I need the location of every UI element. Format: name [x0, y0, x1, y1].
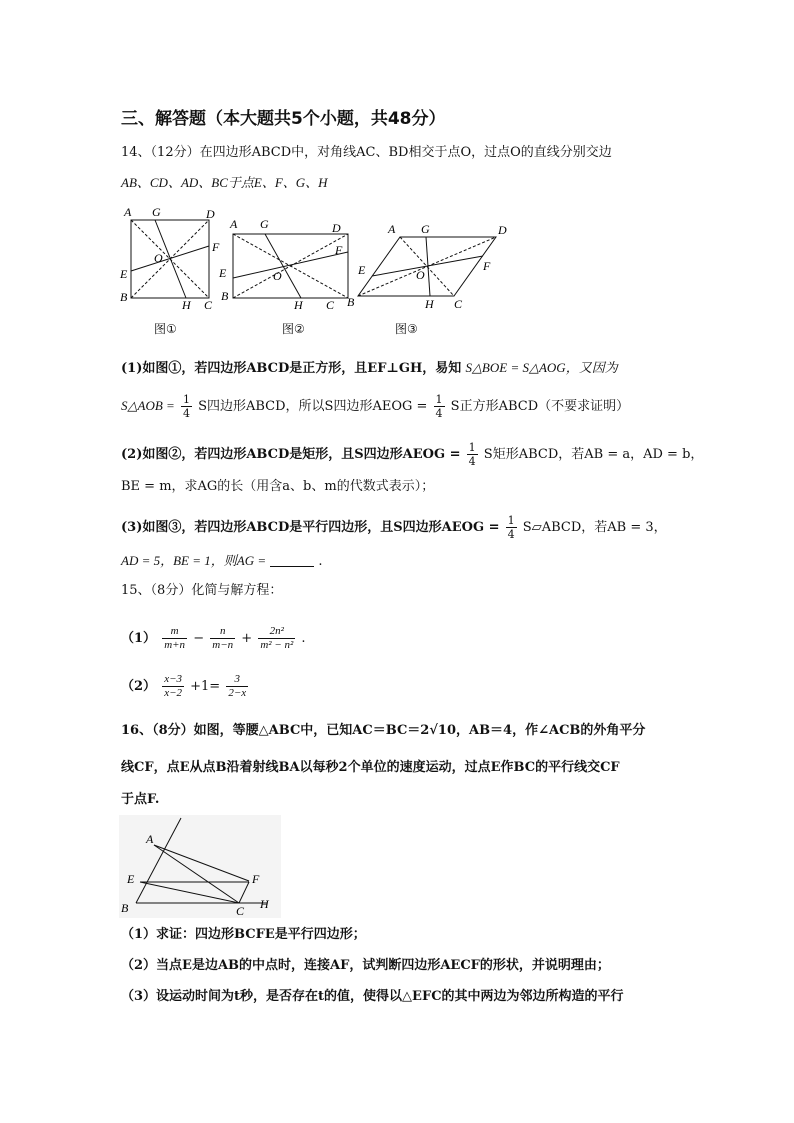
- fraction-one-quarter: [434, 393, 445, 420]
- fraction-numerator: 1: [182, 393, 190, 406]
- fig2-label-D: D: [332, 221, 341, 235]
- q16-line-2: 线CF，点E从点B沿着射线BA以每秒2个单位的速度运动，过点E作BC的平行线交CF: [121, 760, 620, 775]
- q14-caption-3: 图③: [395, 322, 418, 336]
- q16-part-2: （2）当点E是边AB的中点时，连接AF，试判断四边形AECF的形状，并说明理由；: [121, 958, 610, 973]
- fig3-label-F: F: [483, 259, 491, 273]
- q16-label-C: C: [236, 904, 245, 918]
- q14-part-2-line-2: BE = m，求AG的长（用含a、b、m的代数式表示）；: [121, 479, 435, 494]
- q15-p2-label: （2）: [121, 679, 157, 694]
- q14-p2-text-a2: S矩形ABCD，若AB = a，AD = b，: [483, 447, 704, 462]
- q14-p3-text-b: AD = 5，BE = 1，则AG =: [121, 553, 267, 568]
- fraction-one-quarter: [506, 514, 517, 541]
- fraction-numerator: 1: [468, 441, 476, 454]
- q14-part-3-line-1: [121, 514, 667, 541]
- q15-p2-fraction-1: [162, 673, 184, 700]
- fraction-denominator: x−2: [164, 687, 182, 699]
- fig3-label-C: C: [454, 297, 463, 311]
- fig3-label-O: O: [416, 268, 425, 282]
- q16-label-A: A: [146, 832, 154, 846]
- q14-p1-text-c2: S四边形ABCD，所以S四边形AEOG =: [198, 399, 428, 414]
- q15-p1-operator-2: +: [241, 631, 253, 646]
- fig3-label-G: G: [421, 222, 430, 236]
- fig3-label-D: D: [498, 223, 507, 237]
- fig2-label-A: A: [230, 217, 238, 231]
- fraction-denominator: m² − n²: [260, 639, 294, 651]
- fig1-label-A: A: [124, 205, 132, 219]
- fraction-numerator: 3: [226, 673, 248, 687]
- q15-title: 15、（8分）化简与解方程：: [121, 583, 283, 598]
- section-title: 三、解答题（本大题共5个小题，共48分）: [121, 109, 446, 129]
- fraction-denominator: 4: [182, 407, 190, 420]
- fig1-label-O: O: [154, 251, 163, 265]
- fig1-label-B: B: [120, 290, 128, 304]
- fig3-label-H: H: [425, 297, 434, 311]
- q15-p1-label: （1）: [121, 631, 157, 646]
- fraction-denominator: 4: [435, 407, 443, 420]
- q16-label-H: H: [260, 897, 269, 911]
- fig2-label-O: O: [273, 269, 282, 283]
- fig1-label-C: C: [204, 298, 213, 312]
- q16-label-E: E: [127, 872, 135, 886]
- q15-part-1: [121, 624, 306, 654]
- q14-line-2: AB、CD、AD、BC于点E、F、G、H: [121, 175, 328, 190]
- fig3-label-A: A: [388, 222, 396, 236]
- fig2-label-B: B: [221, 289, 229, 303]
- fig2-label-F: F: [335, 243, 343, 257]
- fraction-denominator: m−n: [212, 639, 234, 651]
- fraction-one-quarter: [181, 393, 192, 420]
- q15-p2-middle: +1=: [190, 679, 221, 694]
- q14-p1-text-c3: S正方形ABCD（不要求证明）: [450, 399, 630, 414]
- q14-p3-text-a2: S▱ABCD，若AB = 3，: [522, 520, 667, 535]
- q14-figure-1: [118, 203, 228, 313]
- fig1-label-G: G: [152, 205, 161, 219]
- q16-figure: [119, 815, 281, 918]
- fraction-numerator: m: [162, 625, 187, 639]
- q14-p3-text-a: (3)如图③，若四边形ABCD是平行四边形，且S四边形AEOG =: [121, 520, 500, 535]
- q14-caption-2: 图②: [282, 322, 305, 336]
- fraction-denominator: m+n: [164, 639, 186, 651]
- q14-p1-text-a: (1)如图①，若四边形ABCD是正方形，且EF⊥GH，易知: [121, 361, 462, 376]
- q15-p1-operator-1: −: [193, 631, 205, 646]
- fig1-label-E: E: [120, 267, 128, 281]
- fraction-denominator: 4: [468, 455, 476, 468]
- fig2-label-E: E: [219, 266, 227, 280]
- q16-part-3: （3）设运动时间为t秒，是否存在t的值，使得以△EFC的其中两边为邻边所构造的平行: [121, 989, 624, 1004]
- q14-caption-1: 图①: [154, 322, 177, 336]
- fraction-numerator: 1: [435, 393, 443, 406]
- q16-line-3: 于点F.: [121, 792, 160, 807]
- q14-figure-3: [344, 212, 514, 314]
- q14-part-3-line-2: [121, 551, 323, 572]
- fraction-numerator: 2n²: [258, 625, 295, 639]
- q16-label-B: B: [121, 901, 129, 915]
- q16-line-1: 16、（8分）如图，等腰△ABC中，已知AC＝BC＝2√10，AB＝4，作∠ACB的外角平分: [121, 723, 646, 738]
- q14-p2-text-a: (2)如图②，若四边形ABCD是矩形，且S四边形AEOG =: [121, 447, 461, 462]
- q14-part-1-line-2: [121, 393, 629, 420]
- q14-figure-2: [218, 208, 354, 314]
- fig1-label-D: D: [206, 207, 215, 221]
- q16-part-1: （1）求证：四边形BCFE是平行四边形；: [121, 927, 366, 942]
- fraction-numerator: n: [210, 625, 235, 639]
- fig2-label-H: H: [294, 298, 303, 312]
- q15-part-2: [121, 672, 250, 702]
- q16-label-F: F: [252, 872, 260, 886]
- fig1-label-F: F: [212, 240, 220, 254]
- q15-p2-fraction-2: [226, 673, 248, 700]
- q14-part-2-line-1: [121, 441, 703, 468]
- fig2-label-C: C: [326, 298, 335, 312]
- answer-blank[interactable]: [270, 554, 314, 567]
- q14-part-1-line-1: [121, 358, 618, 379]
- q15-p1-fraction-3: [258, 625, 295, 652]
- q14-p1-text-b: S△BOE = S△AOG，又因为: [465, 360, 618, 375]
- fraction-numerator: x−3: [164, 673, 182, 685]
- q14-line-1: 14、（12分）在四边形ABCD中，对角线AC、BD相交于点O，过点O的直线分别交边: [121, 145, 612, 160]
- q15-p1-fraction-1: [162, 625, 187, 652]
- fraction-denominator: 4: [507, 528, 515, 541]
- fig3-label-E: E: [358, 263, 366, 277]
- fraction-one-quarter: [467, 441, 478, 468]
- q14-p1-text-c: S△AOB =: [121, 398, 175, 413]
- fig3-label-B: B: [347, 295, 355, 309]
- q15-p1-end: .: [301, 631, 306, 646]
- fig2-label-G: G: [260, 217, 269, 231]
- fig1-label-H: H: [182, 298, 191, 312]
- q14-p3-text-end: .: [318, 554, 323, 569]
- q15-p1-fraction-2: [210, 625, 235, 652]
- fraction-numerator: 1: [507, 514, 515, 527]
- fraction-denominator: 2−x: [228, 687, 247, 699]
